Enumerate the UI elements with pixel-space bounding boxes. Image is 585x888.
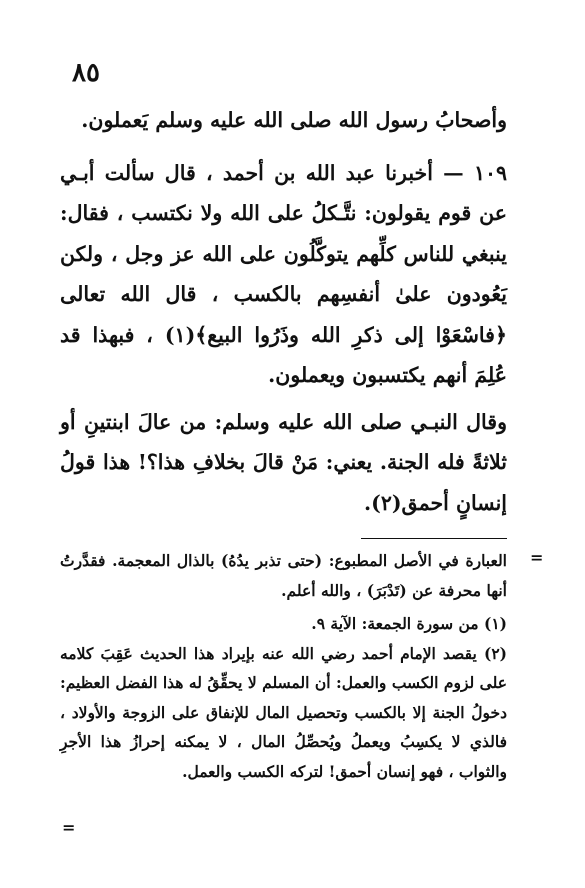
footnote-separator-rule (361, 538, 507, 539)
footnotes (60, 546, 507, 786)
footnote-1: (١) من سورة الجمعة: الآية ٩. (311, 614, 507, 633)
main-text (60, 100, 507, 523)
footnote-carry-over: العبارة في الأصل المطبوع: (حتى تذبر يدُهُ) بالذال المعجمة. فقدَّرتُ أنها محرفة عن (تَدْبَرَ) ، والله أعلم. (60, 551, 507, 600)
continuation-mark-top: = (530, 548, 544, 567)
continuation-mark-bottom: = (62, 818, 76, 837)
paragraph-opening-line: وأصحابُ رسول الله صلى الله عليه وسلم يَعملون. (81, 108, 507, 132)
page-number: ٨٥ (72, 58, 100, 88)
footnote-2: (٢) يقصد الإمام أحمد رضي الله عنه بإيراد هذا الحديث عَقِبَ كلامه على لزوم الكسب والعمل: أن المسلم لا يحقِّقُ له هذا الفضل العظيم: دخولُ الجنة إلا بالكسب وتحصيل المال للإنفاق على الزوجة والأولاد ، فالذي لا يكسِبُ ويعملُ ويُحصِّلُ المال ، لا يمكنه إحرازُ هذا الأجرِ والثواب ، فهو إنسان أحمق! لتركه الكسب والعمل. (60, 643, 507, 781)
paragraph-hadith-109: ١٠٩ — أخبرنا عبد الله بن أحمد ، قال سألت أبـي عن قوم يقولون: نتَّـكلُ على الله ولا نكتسب ، فقال: ينبغي للناس كلِّهم يتوكَّلُون على الله عز وجل ، ولكن يَعُودون علىٰ أنفسِهم بالكسب ، قال الله تعالى ﴿فاسْعَوْا إلى ذكرِ الله وذَرُوا البيع﴾(١) ، فبهذا قد عُلِمَ أنهم يكتسبون ويعملون. (60, 160, 507, 387)
paragraph-prophet-saying: وقال النبـي صلى الله عليه وسلم: من عالَ ابنتينِ أو ثلاثةً فله الجنة. يعني: مَنْ قالَ بخلافِ هذا؟! هذا قولُ إنسانٍ أحمق(٢). (60, 409, 507, 515)
